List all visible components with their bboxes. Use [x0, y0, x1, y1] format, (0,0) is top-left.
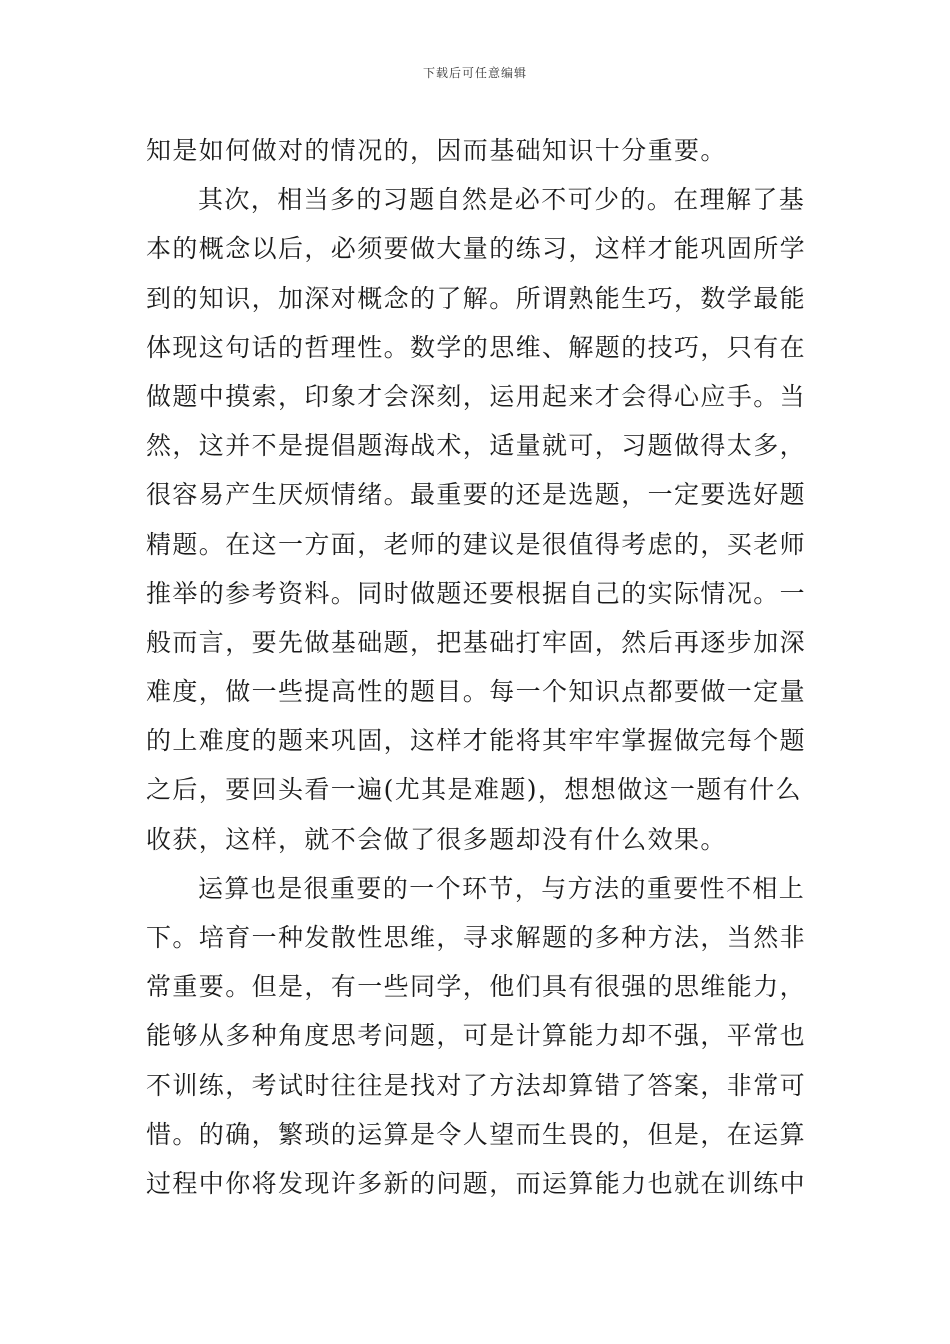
text-line: 运算也是很重要的一个环节，与方法的重要性不相上: [198, 873, 806, 903]
text-line: 其次，相当多的习题自然是必不可少的。在理解了基: [198, 185, 806, 215]
document-body: [146, 126, 810, 1208]
page-header: 下载后可任意编辑: [422, 66, 527, 80]
text-line: 的上难度的题来巩固，这样才能将其牢牢掌握做完每个题: [146, 726, 807, 756]
text-line: 下。培育一种发散性思维，寻求解题的多种方法，当然非: [146, 923, 807, 952]
text-line: 然，这并不是提倡题海战术，适量就可，习题做得太多，: [146, 431, 807, 461]
text-line: 过程中你将发现许多新的问题，而运算能力也就在训练中: [146, 1168, 807, 1198]
text-line: 做题中摸索，印象才会深刻，运用起来才会得心应手。当: [146, 381, 807, 411]
text-line: 收获，这样，就不会做了很多题却没有什么效果。: [146, 824, 727, 854]
text-line: 推举的参考资料。同时做题还要根据自己的实际情况。一: [146, 578, 807, 608]
text-line: 知是如何做对的情况的，因而基础知识十分重要。: [146, 136, 727, 165]
text-line: 精题。在这一方面，老师的建议是很值得考虑的，买老师: [146, 529, 807, 559]
text-line: 本的概念以后，必须要做大量的练习，这样才能巩固所学: [146, 234, 807, 264]
text-line: 般而言，要先做基础题，把基础打牢固，然后再逐步加深: [146, 627, 807, 657]
text-line: 之后，要回头看一遍(尤其是难题)，想想做这一题有什么: [146, 775, 802, 805]
text-line: 难度，做一些提高性的题目。每一个知识点都要做一定量: [146, 677, 807, 707]
text-line: 体现这句话的哲理性。数学的思维、解题的技巧，只有在: [146, 332, 807, 362]
text-line: 常重要。但是，有一些同学，他们具有很强的思维能力，: [146, 972, 807, 1002]
text-line: 能够从多种角度思考问题，可是计算能力却不强，平常也: [146, 1021, 807, 1051]
text-line: 到的知识，加深对概念的了解。所谓熟能生巧，数学最能: [146, 283, 807, 313]
text-line: 很容易产生厌烦情绪。最重要的还是选题，一定要选好题: [146, 480, 807, 510]
text-line: 不训练，考试时往往是找对了方法却算错了答案，非常可: [146, 1070, 807, 1100]
text-line: 惜。的确，繁琐的运算是令人望而生畏的，但是，在运算: [146, 1119, 807, 1149]
